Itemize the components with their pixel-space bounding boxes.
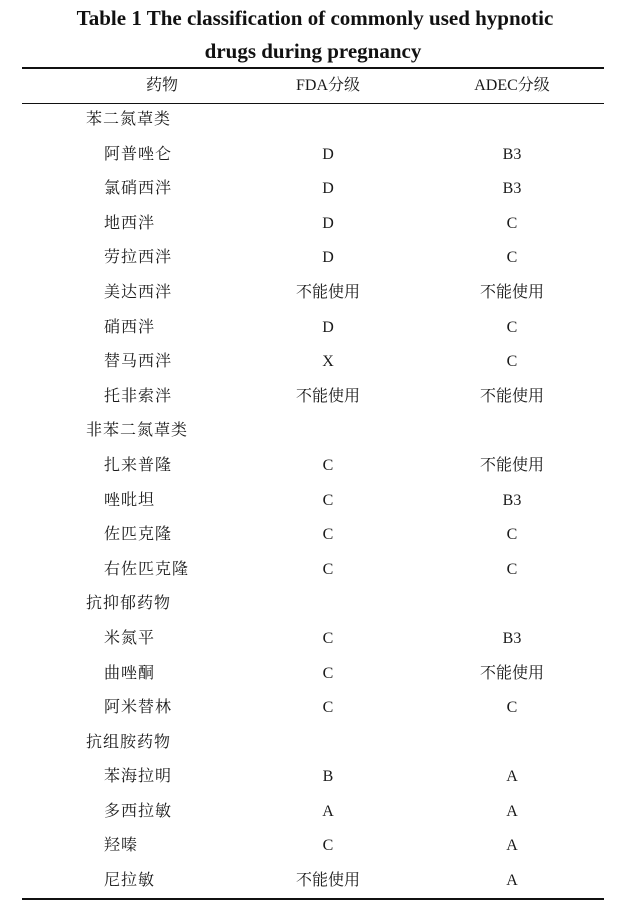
drug-name: 阿米替林 [104, 699, 173, 717]
fda-grade: C [322, 664, 334, 682]
adec-grade: 不能使用 [479, 387, 544, 405]
adec-grade: B3 [502, 629, 522, 647]
adec-grade: 不能使用 [479, 664, 544, 682]
table-row [22, 657, 604, 692]
group-name: 抗抑郁药物 [86, 595, 172, 613]
fda-grade: D [322, 145, 334, 163]
table-title-line-2: drugs during pregnancy [204, 39, 422, 63]
table-row [22, 138, 604, 173]
adec-grade: C [506, 318, 518, 336]
column-header-adec: ADEC分级 [474, 77, 550, 94]
adec-grade: B3 [502, 180, 522, 198]
fda-grade: D [322, 180, 334, 198]
adec-grade: B3 [502, 145, 522, 163]
table-row [22, 691, 604, 726]
adec-grade: C [506, 699, 518, 717]
drug-name: 托非索泮 [104, 387, 173, 405]
table-row [22, 829, 604, 864]
adec-grade: A [506, 768, 518, 786]
group-row [22, 103, 604, 138]
fda-grade: C [322, 629, 334, 647]
drug-name: 曲唑酮 [104, 664, 156, 682]
fda-grade: 不能使用 [295, 283, 360, 301]
fda-grade: 不能使用 [295, 872, 360, 890]
fda-grade: 不能使用 [295, 387, 360, 405]
table-title [0, 2, 626, 68]
fda-grade: A [322, 802, 334, 820]
table-row [22, 207, 604, 242]
fda-grade: C [322, 560, 334, 578]
table-row [22, 553, 604, 588]
group-row [22, 414, 604, 449]
fda-grade: D [322, 249, 334, 267]
group-row [22, 587, 604, 622]
drug-name: 多西拉敏 [104, 802, 173, 820]
fda-grade: D [322, 318, 334, 336]
drug-name: 尼拉敏 [104, 872, 156, 890]
adec-grade: C [506, 353, 518, 371]
fda-grade: D [322, 214, 334, 232]
adec-grade: B3 [502, 491, 522, 509]
table-row [22, 241, 604, 276]
table-row [22, 795, 604, 830]
table-row [22, 484, 604, 519]
drug-name: 唑吡坦 [104, 491, 156, 509]
adec-grade: C [506, 214, 518, 232]
adec-grade: A [506, 837, 518, 855]
fda-grade: B [322, 768, 334, 786]
adec-grade: C [506, 526, 518, 544]
group-name: 苯二氮䓬类 [86, 111, 172, 128]
table-row [22, 622, 604, 657]
drug-name: 劳拉西泮 [104, 249, 173, 267]
group-name: 抗组胺药物 [86, 733, 172, 751]
drug-name: 阿普唑仑 [104, 145, 173, 163]
drug-name: 扎来普隆 [104, 456, 173, 474]
column-header-drug: 药物 [145, 77, 178, 94]
fda-grade: C [322, 837, 334, 855]
drug-name: 米氮平 [104, 629, 156, 647]
table-title-line-1: Table 1 The classification of commonly used hypnotic [76, 6, 554, 30]
table-row [22, 345, 604, 380]
table-row [22, 760, 604, 795]
drug-name: 苯海拉明 [104, 768, 173, 786]
drug-name: 佐匹克隆 [104, 526, 173, 544]
fda-grade: C [322, 491, 334, 509]
table-body [22, 103, 604, 899]
table-row [22, 864, 604, 899]
table-header-row [22, 69, 604, 103]
drug-name: 地西泮 [104, 214, 156, 232]
table-row [22, 518, 604, 553]
table-row [22, 449, 604, 484]
drug-name: 羟嗪 [104, 837, 139, 855]
column-header-fda: FDA分级 [295, 77, 360, 94]
fda-grade: C [322, 456, 334, 474]
fda-grade: C [322, 526, 334, 544]
table-row [22, 276, 604, 311]
group-row [22, 726, 604, 761]
adec-grade: 不能使用 [479, 283, 544, 301]
fda-grade: X [322, 353, 334, 371]
drug-name: 替马西泮 [104, 353, 173, 371]
drug-name: 美达西泮 [104, 283, 173, 301]
adec-grade: A [506, 872, 518, 890]
drug-name: 右佐匹克隆 [104, 560, 190, 578]
adec-grade: C [506, 249, 518, 267]
adec-grade: C [506, 560, 518, 578]
table-row [22, 172, 604, 207]
table-row [22, 380, 604, 415]
drug-name: 硝西泮 [104, 318, 156, 336]
drug-name: 氯硝西泮 [104, 180, 173, 198]
adec-grade: 不能使用 [479, 456, 544, 474]
adec-grade: A [506, 802, 518, 820]
table-row [22, 311, 604, 346]
fda-grade: C [322, 699, 334, 717]
group-name: 非苯二氮䓬类 [86, 422, 189, 440]
drug-classification-table [22, 69, 604, 899]
